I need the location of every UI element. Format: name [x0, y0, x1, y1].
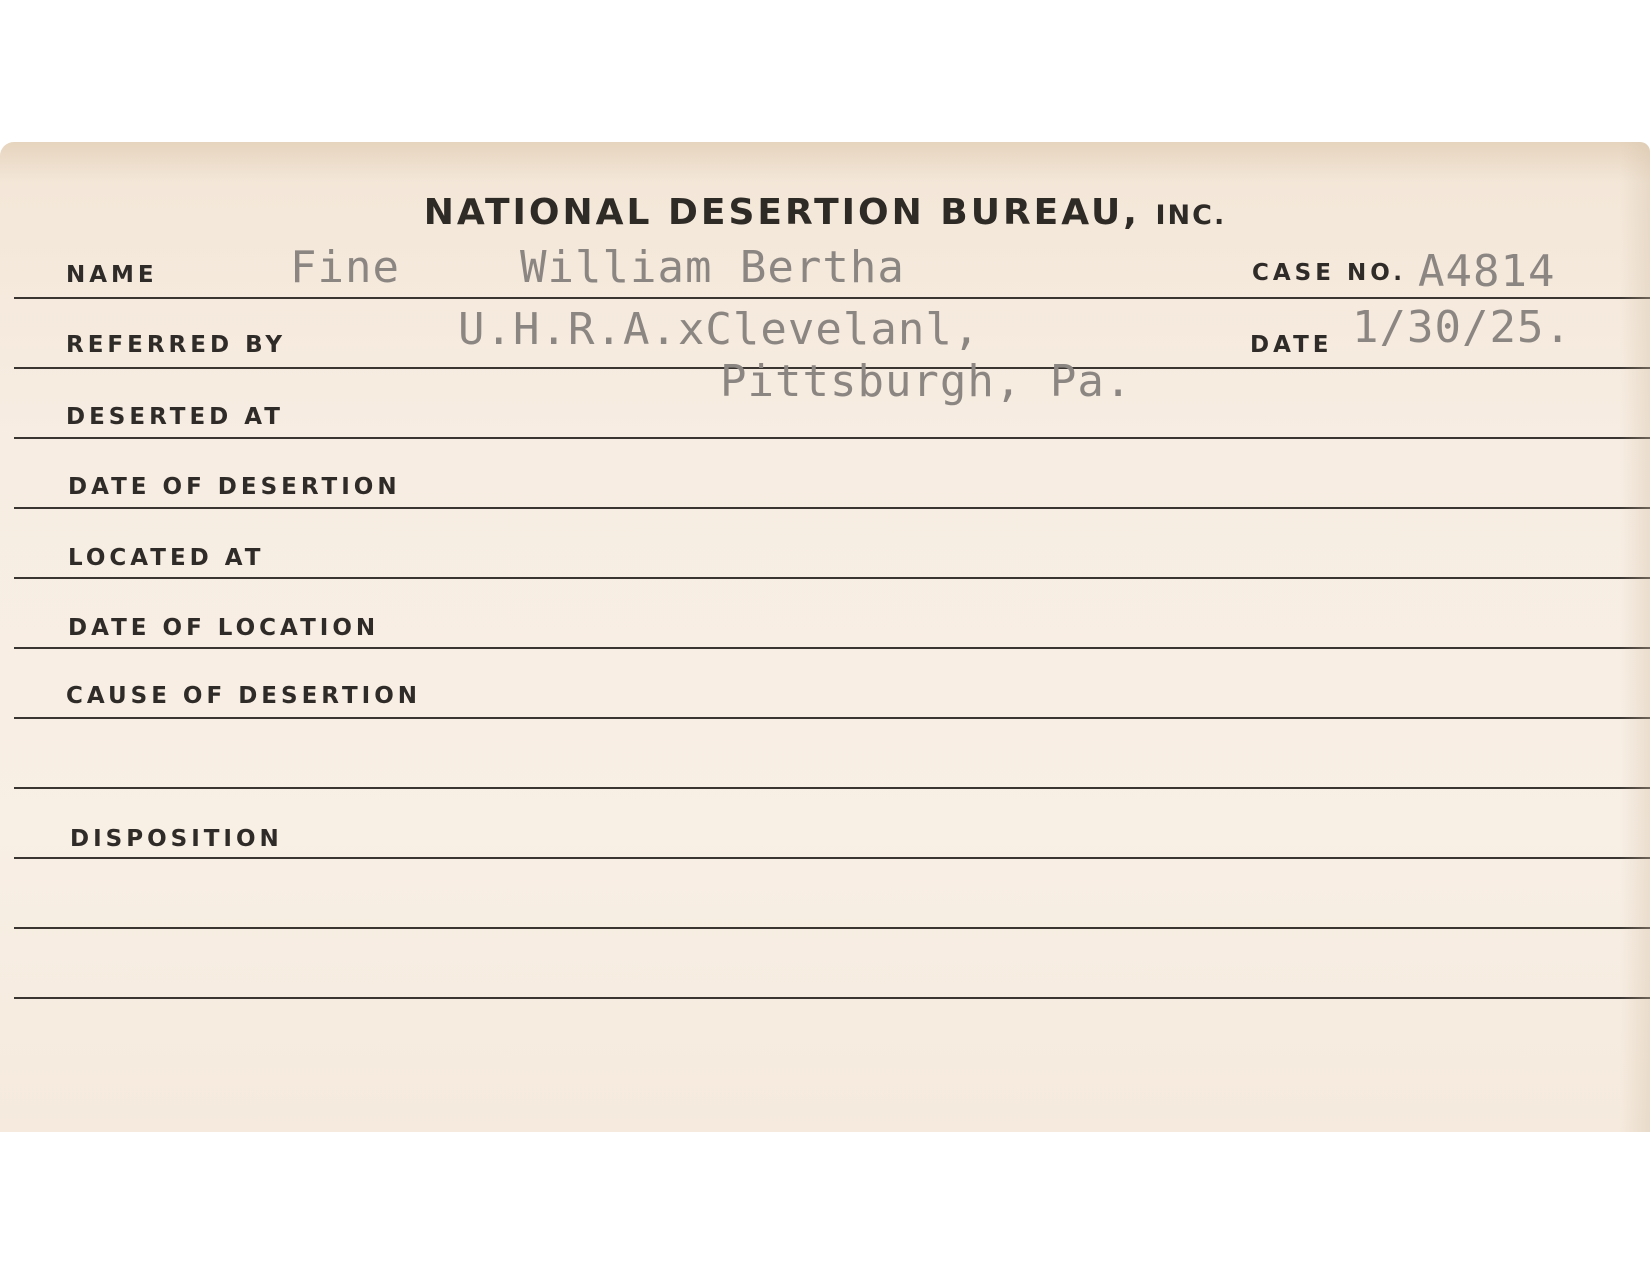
card-title: [0, 192, 1650, 233]
case-no-label: CASE NO.: [1252, 260, 1406, 286]
deserted-at-label: DESERTED AT: [66, 404, 284, 430]
given-names-value: William Bertha: [520, 242, 905, 293]
rule-date-of-location: [14, 647, 1650, 649]
rule-deserted-at: [14, 437, 1650, 439]
rule-cause-blank: [14, 787, 1650, 789]
surname-value: Fine: [290, 242, 400, 293]
index-card: [0, 142, 1650, 1132]
name-label: NAME: [66, 262, 158, 288]
rule-disposition: [14, 857, 1650, 859]
rule-cause-of-desertion: [14, 717, 1650, 719]
cause-of-desertion-label: CAUSE OF DESERTION: [66, 683, 422, 709]
disposition-label: DISPOSITION: [70, 826, 283, 852]
rule-disposition-blank-2: [14, 997, 1650, 999]
card-title-suffix: INC.: [1155, 200, 1227, 231]
rule-name: [14, 297, 1650, 299]
date-label: DATE: [1250, 332, 1333, 358]
referred-by-value: U.H.R.A.xClevelanl,: [458, 304, 981, 355]
date-of-desertion-label: DATE OF DESERTION: [68, 474, 401, 500]
rule-date-of-desertion: [14, 507, 1650, 509]
date-value: 1/30/25.: [1352, 302, 1572, 353]
referred-by-line2-value: Pittsburgh, Pa.: [720, 356, 1133, 407]
case-no-value: A4814: [1418, 246, 1556, 297]
rule-located-at: [14, 577, 1650, 579]
rule-disposition-blank-1: [14, 927, 1650, 929]
card-title-text: NATIONAL DESERTION BUREAU,: [423, 192, 1140, 233]
referred-by-label: REFERRED BY: [66, 332, 287, 358]
date-of-location-label: DATE OF LOCATION: [68, 615, 380, 641]
located-at-label: LOCATED AT: [68, 545, 265, 571]
